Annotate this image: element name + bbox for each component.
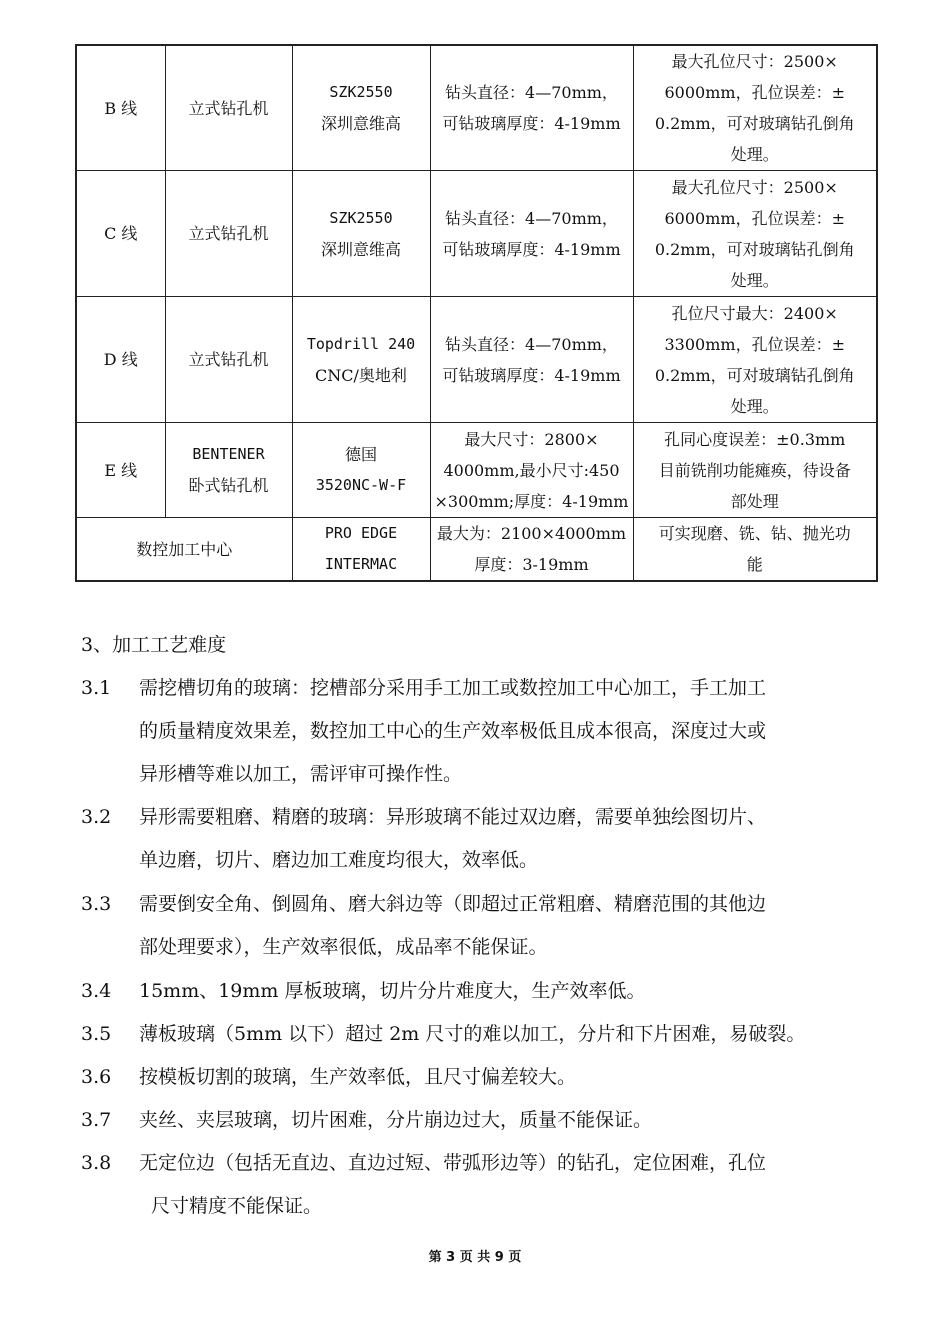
item-line: 15mm、19mm 厚板玻璃，切片分片难度大，生产效率低。 <box>139 980 646 1002</box>
item-line: 的质量精度效果差，数控加工中心的生产效率极低且成本很高，深度过大或 <box>139 720 767 742</box>
spec-cell: 钻头直径：4—70mm， 可钻玻璃厚度：4-19mm <box>430 171 633 297</box>
item-number: 3.3 <box>81 893 112 915</box>
item-number: 3.5 <box>81 1023 112 1045</box>
item-number: 3.4 <box>81 980 112 1002</box>
item-number: 3.8 <box>81 1152 112 1174</box>
table-row-e <box>76 423 877 518</box>
item-line: 部处理要求），生产效率很低，成品率不能保证。 <box>139 936 548 958</box>
item-line: 按模板切割的玻璃，生产效率低，且尺寸偏差较大。 <box>139 1066 577 1088</box>
list-item <box>81 1142 881 1228</box>
machine-type-cell: 立式钻孔机 <box>165 171 292 297</box>
model-cell: SZK2550 深圳意维高 <box>292 171 430 297</box>
table-row-cnc <box>76 518 877 582</box>
list-item <box>81 883 881 969</box>
list-item <box>81 1099 881 1142</box>
spec-cell: 最大尺寸：2800× 4000mm,最小尺寸:450 ×300mm;厚度：4-19mm <box>430 423 633 518</box>
note-cell: 最大孔位尺寸：2500× 6000mm，孔位误差：± 0.2mm，可对玻璃钻孔倒角 处理。 <box>633 171 877 297</box>
item-number: 3.2 <box>81 806 112 828</box>
note-cell: 可实现磨、铣、钻、抛光功 能 <box>633 518 877 582</box>
list-item <box>81 667 881 796</box>
note-cell: 孔同心度误差：±0.3mm 目前铣削功能瘫痪，待设备 部处理 <box>633 423 877 518</box>
equipment-table-grid <box>75 44 878 582</box>
item-line: 需要倒安全角、倒圆角、磨大斜边等（即超过正常粗磨、精磨范围的其他边 <box>139 893 767 915</box>
item-number: 3.7 <box>81 1109 112 1131</box>
section-title: 3、加工工艺难度 <box>81 634 227 656</box>
list-item <box>81 970 881 1013</box>
item-line: 单边磨，切片、磨边加工难度均很大，效率低。 <box>139 849 539 871</box>
list-item <box>81 796 881 882</box>
item-line: 尺寸精度不能保证。 <box>151 1195 323 1217</box>
machine-type-cell: BENTENER 卧式钻孔机 <box>165 423 292 518</box>
spec-cell: 钻头直径：4—70mm， 可钻玻璃厚度：4-19mm <box>430 297 633 423</box>
table-row-c <box>76 171 877 297</box>
machine-type-cell: 立式钻孔机 <box>165 45 292 171</box>
line-cell: E 线 <box>76 423 165 518</box>
model-cell: SZK2550 深圳意维高 <box>292 45 430 171</box>
item-line: 异形槽等难以加工，需评审可操作性。 <box>139 763 463 785</box>
item-line: 夹丝、夹层玻璃，切片困难，分片崩边过大，质量不能保证。 <box>139 1109 653 1131</box>
item-line: 薄板玻璃（5mm 以下）超过 2m 尺寸的难以加工，分片和下片困难，易破裂。 <box>139 1023 806 1045</box>
table-row-b <box>76 45 877 171</box>
item-line: 无定位边（包括无直边、直边过短、带弧形边等）的钻孔，定位困难，孔位 <box>139 1152 767 1174</box>
table-row-d <box>76 297 877 423</box>
line-cell: C 线 <box>76 171 165 297</box>
item-line: 异形需要粗磨、精磨的玻璃：异形玻璃不能过双边磨，需要单独绘图切片、 <box>139 806 767 828</box>
machine-type-cell: 立式钻孔机 <box>165 297 292 423</box>
line-cell: D 线 <box>76 297 165 423</box>
note-cell: 最大孔位尺寸：2500× 6000mm，孔位误差：± 0.2mm，可对玻璃钻孔倒角 处理。 <box>633 45 877 171</box>
spec-cell: 钻头直径：4—70mm， 可钻玻璃厚度：4-19mm <box>430 45 633 171</box>
model-cell: PRO EDGE INTERMAC <box>292 518 430 582</box>
line-type-cell: 数控加工中心 <box>76 518 292 582</box>
model-cell: Topdrill 240 CNC/奥地利 <box>292 297 430 423</box>
equipment-table <box>75 44 876 582</box>
line-cell: B 线 <box>76 45 165 171</box>
item-number: 3.6 <box>81 1066 112 1088</box>
item-line: 需挖槽切角的玻璃：挖槽部分采用手工加工或数控加工中心加工，手工加工 <box>139 677 767 699</box>
page-number: 第 3 页 共 9 页 <box>428 1250 522 1265</box>
spec-cell: 最大为：2100×4000mm 厚度：3-19mm <box>430 518 633 582</box>
item-number: 3.1 <box>81 677 112 699</box>
list-item <box>81 1056 881 1099</box>
note-cell: 孔位尺寸最大：2400× 3300mm，孔位误差：± 0.2mm，可对玻璃钻孔倒角 处理。 <box>633 297 877 423</box>
list-item <box>81 1013 881 1056</box>
model-cell: 德国 3520NC-W-F <box>292 423 430 518</box>
